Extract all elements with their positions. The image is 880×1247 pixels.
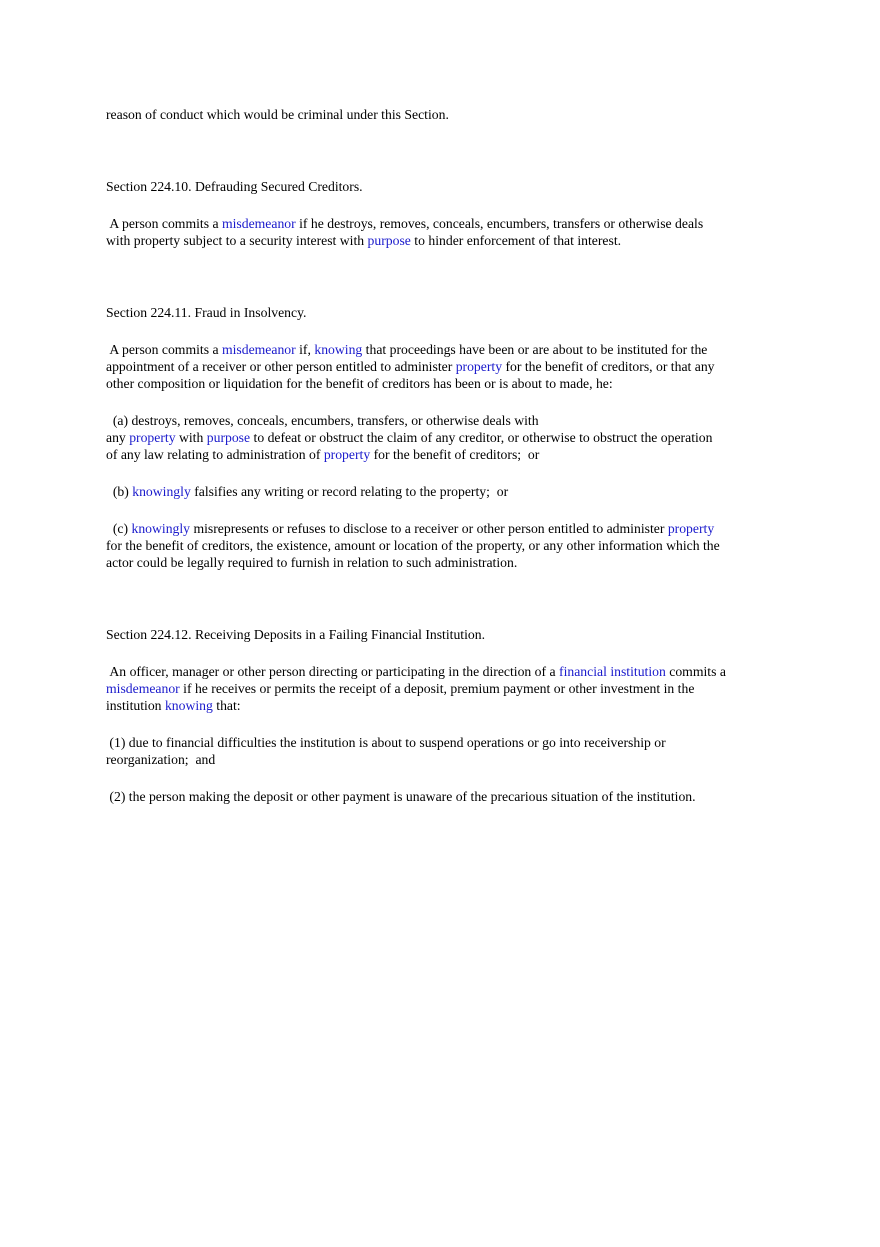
section-224-12-paragraph xyxy=(106,663,730,714)
section-224-10-paragraph xyxy=(106,215,726,249)
text-run: (b) xyxy=(106,484,133,499)
link-misdemeanor[interactable]: misdemeanor xyxy=(221,342,296,357)
link-knowing[interactable]: knowing xyxy=(314,342,363,357)
text-run: for the benefit of creditors; or xyxy=(370,447,540,462)
item-2: (2) the person making the deposit or other payment is unaware of the precarious situation of the institution. xyxy=(106,789,696,804)
link-purpose[interactable]: purpose xyxy=(367,233,411,248)
text-run: if he destroys, removes, conceals, encumbers, transfers or otherwise deals with property subject to a security interest with xyxy=(106,216,707,248)
text-run: for the benefit of creditors, or that any other composition or liquidation for the benefit of creditors has been or is about to made, he: xyxy=(106,359,718,391)
text-run: to defeat or obstruct the claim of any creditor, or otherwise to obstruct the operation of any law relating to administration of xyxy=(106,430,716,462)
text-run: A person commits a xyxy=(106,342,222,357)
text-run: falsifies any writing or record relating to the property; or xyxy=(190,484,509,499)
text-run: that proceedings have been or are about to be instituted for the appointment of a receiver or other person entitled to administer xyxy=(106,342,711,374)
section-224-11-paragraph xyxy=(106,341,726,392)
text-run: that: xyxy=(212,698,241,713)
text-run: (c) xyxy=(106,521,132,536)
intro-text: reason of conduct which would be criminal under this Section. xyxy=(106,107,449,122)
link-knowing[interactable]: knowing xyxy=(164,698,213,713)
clause-a xyxy=(106,412,726,463)
link-financial-institution[interactable]: financial institution xyxy=(559,664,666,679)
link-knowingly[interactable]: knowingly xyxy=(131,521,191,536)
text-run: to hinder enforcement of that interest. xyxy=(410,233,622,248)
clause-c xyxy=(106,520,726,571)
document-page xyxy=(106,106,730,825)
text-run: with xyxy=(175,430,207,445)
text-run: any xyxy=(106,430,130,445)
link-knowingly[interactable]: knowingly xyxy=(132,484,191,499)
text-run: for the benefit of creditors, the existence, amount or location of the property, or any other information which the actor could be legally required to furnish in relation to such administration. xyxy=(106,521,724,570)
link-purpose[interactable]: purpose xyxy=(206,430,251,445)
text-run: An officer, manager or other person directing or participating in the direction of a xyxy=(106,664,560,679)
link-property[interactable]: property xyxy=(323,447,371,462)
text-run: A person commits a xyxy=(106,216,222,231)
section-224-11-heading: Section 224.11. Fraud in Insolvency. xyxy=(106,305,307,320)
text-run: if he receives or permits the receipt of a deposit, premium payment or other investment in the institution xyxy=(106,681,698,713)
link-misdemeanor[interactable]: misdemeanor xyxy=(221,216,296,231)
text-run: commits a xyxy=(665,664,730,679)
link-property[interactable]: property xyxy=(129,430,176,445)
item-1: (1) due to financial difficulties the institution is about to suspend operations or go into receivership or reorganization; and xyxy=(106,735,670,767)
section-224-10-heading: Section 224.10. Defrauding Secured Creditors. xyxy=(106,179,363,194)
text-run: misrepresents or refuses to disclose to a receiver or other person entitled to administer xyxy=(190,521,668,536)
clause-a-first-line: (a) destroys, removes, conceals, encumbers, transfers, or otherwise deals with xyxy=(106,413,539,428)
link-property[interactable]: property xyxy=(455,359,503,374)
text-run: if, xyxy=(295,342,315,357)
section-224-12-heading: Section 224.12. Receiving Deposits in a Failing Financial Institution. xyxy=(106,627,486,642)
clause-b xyxy=(106,483,726,500)
link-misdemeanor[interactable]: misdemeanor xyxy=(106,681,180,696)
link-property[interactable]: property xyxy=(667,521,715,536)
